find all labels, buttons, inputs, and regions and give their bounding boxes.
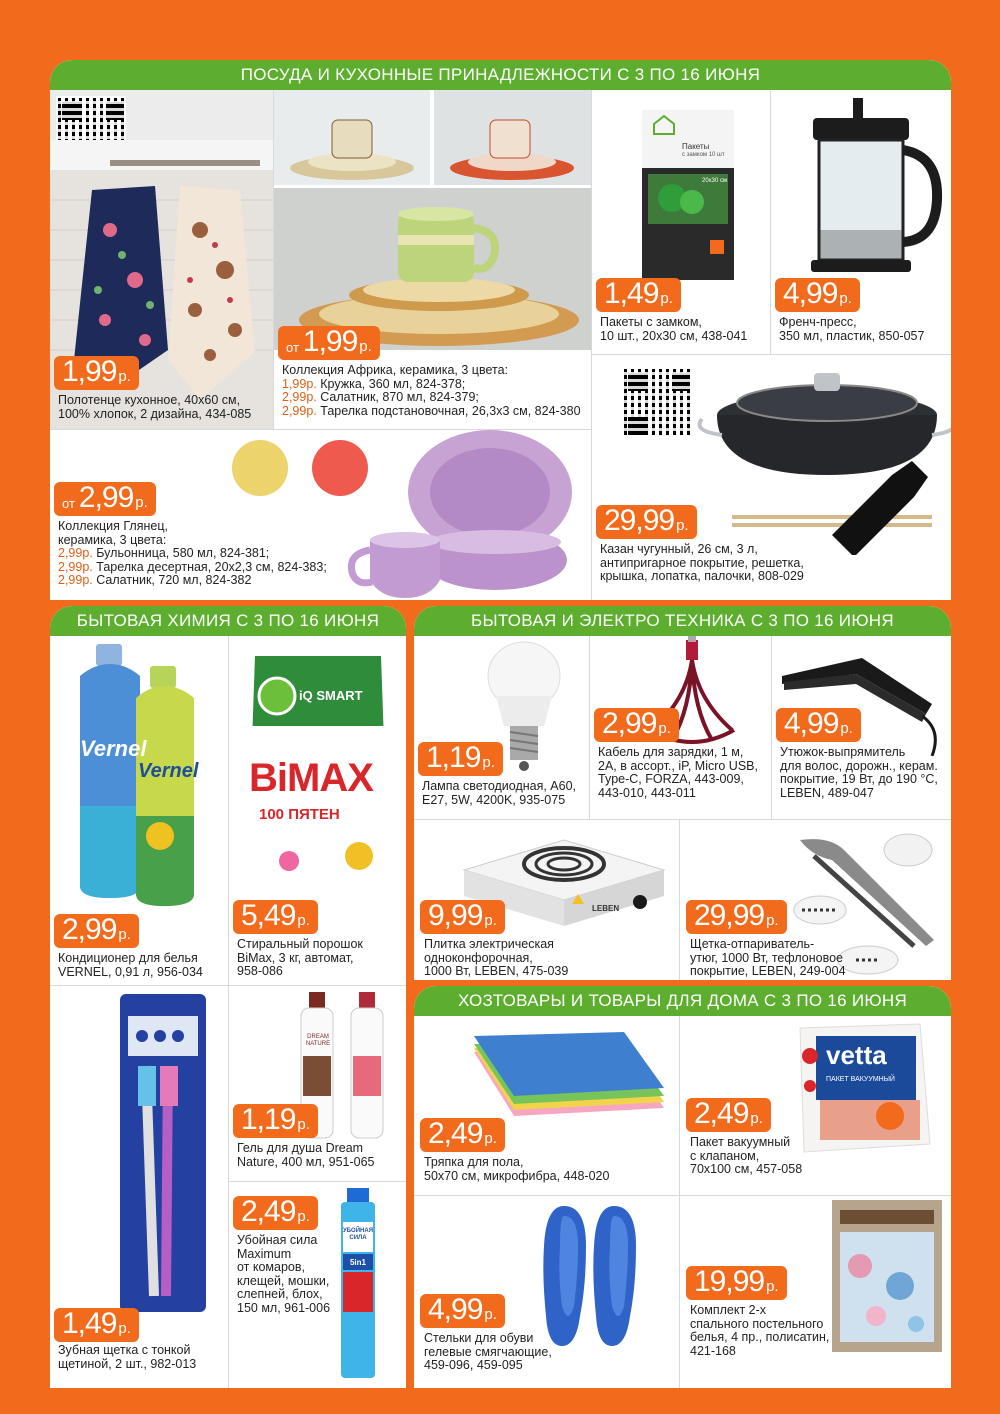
french-press-description: Френч-пресс, 350 мл, пластик, 850-057: [779, 315, 925, 343]
shower-gel-brand: DREAM NATURE: [305, 1034, 331, 1047]
kitchen-panel: [50, 60, 951, 600]
floor-cloth-card[interactable]: [414, 1016, 680, 1196]
steamer-price: 29,99 р.: [686, 900, 787, 934]
lamp-card[interactable]: [414, 636, 590, 820]
africa-description: Коллекция Африка, керамика, 3 цвета: 1,99р. Кружка, 360 мл, 824-378; 2,99р. Салатник, 870 мл, 824-379; 2,99р. Тарелка подстановочная, 26,3х3 см, 824-380: [282, 363, 581, 418]
stove-description: Плитка электрическая одноконфорочная, 1000 Вт, LEBEN, 475-039: [424, 937, 569, 978]
towel-description: Полотенце кухонное, 40х60 см, 100% хлопок, 2 дизайна, 434-085: [58, 393, 252, 421]
insect-can-badge: 5in1: [349, 1258, 366, 1267]
vernel-price: 2,99 р.: [54, 914, 139, 948]
insoles-price: 4,99 р.: [420, 1294, 505, 1328]
vacuum-bag-price: 2,49 р.: [686, 1098, 771, 1132]
insoles-card[interactable]: [414, 1196, 680, 1388]
bimax-price: 5,49 р.: [233, 900, 318, 934]
insect-can-text: УБОЙНАЯ СИЛА: [343, 1228, 374, 1241]
straightener-card[interactable]: [772, 636, 951, 820]
floor-cloth-price: 2,49 р.: [420, 1118, 505, 1152]
toothbrush-card[interactable]: [50, 986, 229, 1388]
kazan-price: 29,99 р.: [596, 505, 697, 539]
zip-bags-pack-size: 20x30 см: [702, 178, 728, 184]
africa-collection-card[interactable]: [274, 90, 592, 430]
electro-banner: БЫТОВАЯ И ЭЛЕКТРО ТЕХНИКА С 3 ПО 16 ИЮНЯ: [414, 606, 951, 636]
lamp-price: 1,19 р.: [418, 742, 503, 776]
africa-dishes-image: [274, 90, 592, 350]
bedding-price: 19,99 р.: [686, 1266, 787, 1300]
bedding-card[interactable]: [680, 1196, 951, 1388]
zip-bags-description: Пакеты с замком, 10 шт., 20х30 см, 438-041: [600, 315, 748, 343]
insoles-description: Стельки для обуви гелевые смягчающие, 459-096, 459-095: [424, 1331, 552, 1372]
floor-cloth-description: Тряпка для пола, 50х70 см, микрофибра, 448-020: [424, 1155, 610, 1183]
vacuum-bag-brand: vetta: [826, 1040, 887, 1070]
toothbrush-description: Зубная щетка с тонкой щетиной, 2 шт., 982-013: [58, 1343, 197, 1371]
glyanets-price: от 2,99 р.: [54, 482, 156, 516]
glyanets-description: Коллекция Глянец, керамика, 3 цвета: 2,99р. Бульонница, 580 мл, 824-381; 2,99р. Тарелка десертная, 20х2,3 см, 824-383; 2,99р. Салатник, 720 мл, 824-382: [58, 519, 327, 587]
straightener-description: Утюжок-выпрямитель для волос, дорожн., керам. покрытие, 19 Вт, до 190 °С, LEBEN, 489-047: [780, 745, 938, 800]
bimax-brand: BiMAX: [249, 756, 373, 800]
vernel-brand-right: Vernel: [138, 760, 199, 782]
cable-card[interactable]: [590, 636, 772, 820]
stove-brand: LEBEN: [592, 904, 620, 913]
household-panel: [414, 986, 951, 1388]
stove-price: 9,99 р.: [420, 900, 505, 934]
chemistry-banner: БЫТОВАЯ ХИМИЯ С 3 ПО 16 ИЮНЯ: [50, 606, 406, 636]
zip-bags-pack-title: Пакеты: [682, 142, 710, 151]
steamer-description: Щетка-отпариватель- утюг, 1000 Вт, тефлоновое покрытие, LEBEN, 249-004: [690, 937, 846, 978]
vernel-brand-left: Vernel: [80, 736, 147, 761]
french-press-card[interactable]: [771, 90, 951, 355]
cable-price: 2,99 р.: [594, 708, 679, 742]
bimax-description: Стиральный порошок BiMax, 3 кг, автомат, 958-086: [237, 937, 363, 978]
kazan-card[interactable]: [592, 355, 951, 600]
chemistry-panel: [50, 606, 406, 1388]
bimax-card[interactable]: [229, 636, 406, 986]
bimax-spots-label: 100 ПЯТЕН: [259, 806, 340, 823]
bedding-description: Комплект 2-х спального постельного белья, 4 пр., полисатин, 421-168: [690, 1303, 830, 1358]
zip-bags-card[interactable]: [592, 90, 771, 355]
electro-panel: [414, 606, 951, 980]
kazan-description: Казан чугунный, 26 см, 3 л, антипригарное покрытие, решетка, крышка, лопатка, палочки, 808-029: [600, 542, 804, 583]
kitchen-banner: ПОСУДА И КУХОННЫЕ ПРИНАДЛЕЖНОСТИ С 3 ПО 16 ИЮНЯ: [50, 60, 951, 90]
household-banner: ХОЗТОВАРЫ И ТОВАРЫ ДЛЯ ДОМА С 3 ПО 16 ИЮНЯ: [414, 986, 951, 1016]
vernel-card[interactable]: [50, 636, 229, 986]
insect-repellent-card[interactable]: [229, 1182, 406, 1388]
vacuum-bag-pack-label: ПАКЕТ ВАКУУМНЫЙ: [826, 1076, 895, 1083]
vernel-description: Кондиционер для белья VERNEL, 0,91 л, 956-034: [58, 951, 203, 979]
toothbrush-image: [50, 986, 229, 1316]
vacuum-bag-card[interactable]: [680, 1016, 951, 1196]
towel-card[interactable]: [50, 90, 274, 430]
toothbrush-price: 1,49 р.: [54, 1308, 139, 1342]
shower-gel-price: 1,19 р.: [233, 1104, 318, 1138]
french-press-price: 4,99 р.: [775, 278, 860, 312]
insect-description: Убойная сила Maximum от комаров, клещей, мошки, слепней, блох, 150 мл, 961-006: [237, 1233, 331, 1315]
bimax-smart-label: iQ SMART: [299, 688, 363, 703]
stove-card[interactable]: [414, 820, 680, 980]
africa-price: от 1,99 р.: [278, 326, 380, 360]
zip-bags-image: [592, 90, 771, 290]
french-press-image: [771, 90, 951, 290]
zip-bags-price: 1,49 р.: [596, 278, 681, 312]
glyanets-collection-card[interactable]: [50, 430, 592, 600]
steamer-card[interactable]: [680, 820, 951, 980]
vacuum-bag-description: Пакет вакуумный с клапаном, 70х100 см, 457-058: [690, 1135, 803, 1176]
insect-price: 2,49 р.: [233, 1196, 318, 1230]
lamp-description: Лампа светодиодная, А60, Е27, 5W, 4200K, 935-075: [422, 779, 577, 807]
shower-gel-description: Гель для душа Dream Nature, 400 мл, 951-065: [237, 1141, 375, 1169]
cable-description: Кабель для зарядки, 1 м, 2A, в ассорт., iP, Micro USB, Type-C, FORZA, 443-009, 443-010, 443-011: [598, 745, 758, 800]
zip-bags-pack-subtitle: с замком 10 шт: [682, 152, 725, 158]
towel-price: 1,99 р.: [54, 356, 139, 390]
straightener-price: 4,99 р.: [776, 708, 861, 742]
shower-gel-card[interactable]: [229, 986, 406, 1182]
